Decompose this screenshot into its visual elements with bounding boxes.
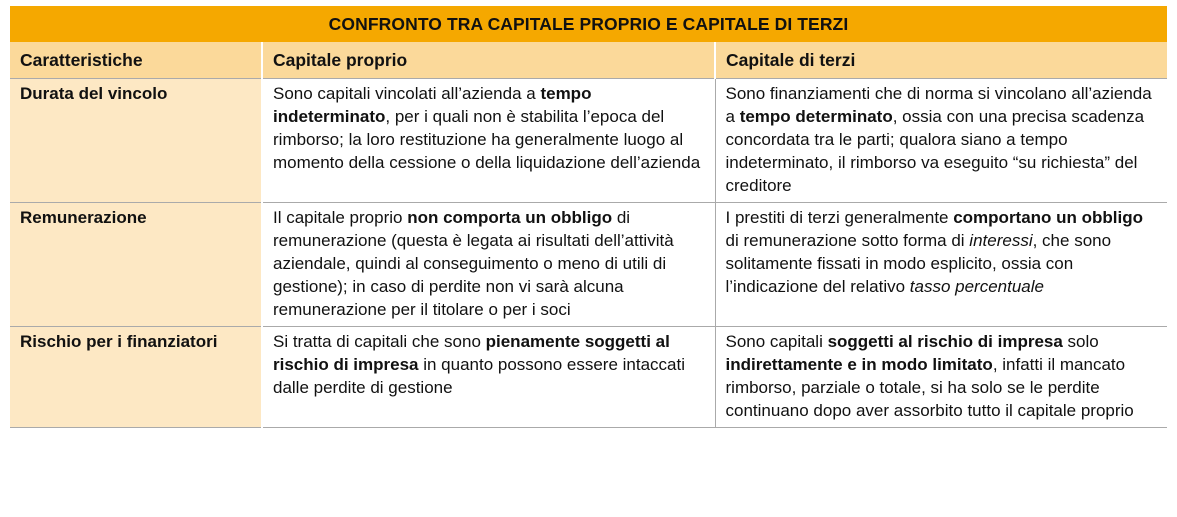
text-segment: tempo determinato <box>739 107 893 126</box>
table-title: CONFRONTO TRA CAPITALE PROPRIO E CAPITALE DI TERZI <box>10 6 1167 42</box>
text-segment: , infatti il mancato rimborso, parziale o totale, si ha solo se le perdite continuano dopo aver assorbito tutto il capitale proprio <box>725 355 1134 420</box>
row-label: Remunerazione <box>10 203 262 327</box>
text-segment: , che sono solitamente fissati in modo esplicito, ossia con l’indicazione del relativo <box>725 231 1112 296</box>
row-label: Durata del vincolo <box>10 79 262 203</box>
text-segment: di remunerazione (questa è legata ai risultati dell’attività aziendale, quindi al conseguimento o meno di utili di gestione); in caso di perdite non vi sarà alcuna remunerazione per il titolare o per i soci <box>273 208 674 319</box>
cell-capitale-terzi <box>715 203 1167 327</box>
text-segment: tasso percentuale <box>909 277 1044 296</box>
text-segment: soggetti al rischio di impresa <box>827 332 1063 351</box>
header-capitale-proprio: Capitale proprio <box>262 42 715 79</box>
text-segment: in quanto possono essere intaccati dalle perdite di gestione <box>273 355 686 397</box>
header-caratteristiche: Caratteristiche <box>10 42 262 79</box>
cell-capitale-terzi <box>715 79 1167 203</box>
text-segment: Il capitale proprio <box>273 208 408 227</box>
text-segment: Sono capitali <box>725 332 828 351</box>
text-segment: , ossia con una precisa scadenza concordata tra le parti; qualora siano a tempo indeterminato, il rimborso va eseguito “su richiesta” del creditore <box>725 107 1145 195</box>
text-segment: tempo indeterminato <box>273 84 592 126</box>
text-segment: di remunerazione sotto forma di <box>725 231 970 250</box>
text-segment: indirettamente e in modo limitato <box>725 355 993 374</box>
comparison-sheet <box>10 6 1167 428</box>
table-row <box>10 327 1167 428</box>
text-segment: solo <box>1062 332 1099 351</box>
cell-capitale-proprio <box>262 327 715 428</box>
comparison-table <box>10 42 1167 428</box>
text-segment: comportano un obbligo <box>953 208 1144 227</box>
text-segment: interessi <box>969 231 1033 250</box>
row-label: Rischio per i finanziatori <box>10 327 262 428</box>
text-segment: non comporta un obbligo <box>407 208 613 227</box>
text-segment: Sono capitali vincolati all’azienda a <box>273 84 541 103</box>
cell-capitale-proprio <box>262 203 715 327</box>
header-capitale-terzi: Capitale di terzi <box>715 42 1167 79</box>
cell-capitale-terzi <box>715 327 1167 428</box>
text-segment: pienamente soggetti al rischio di impresa <box>273 332 670 374</box>
table-row <box>10 79 1167 203</box>
text-segment: I prestiti di terzi generalmente <box>725 208 954 227</box>
table-row <box>10 203 1167 327</box>
header-row <box>10 42 1167 79</box>
text-segment: Sono finanziamenti che di norma si vincolano all’azienda a <box>725 84 1152 126</box>
cell-capitale-proprio <box>262 79 715 203</box>
text-segment: Si tratta di capitali che sono <box>273 332 486 351</box>
text-segment: , per i quali non è stabilita l’epoca del rimborso; la loro restituzione ha generalmente luogo al momento della cessione o della liquidazione dell’azienda <box>273 107 701 172</box>
